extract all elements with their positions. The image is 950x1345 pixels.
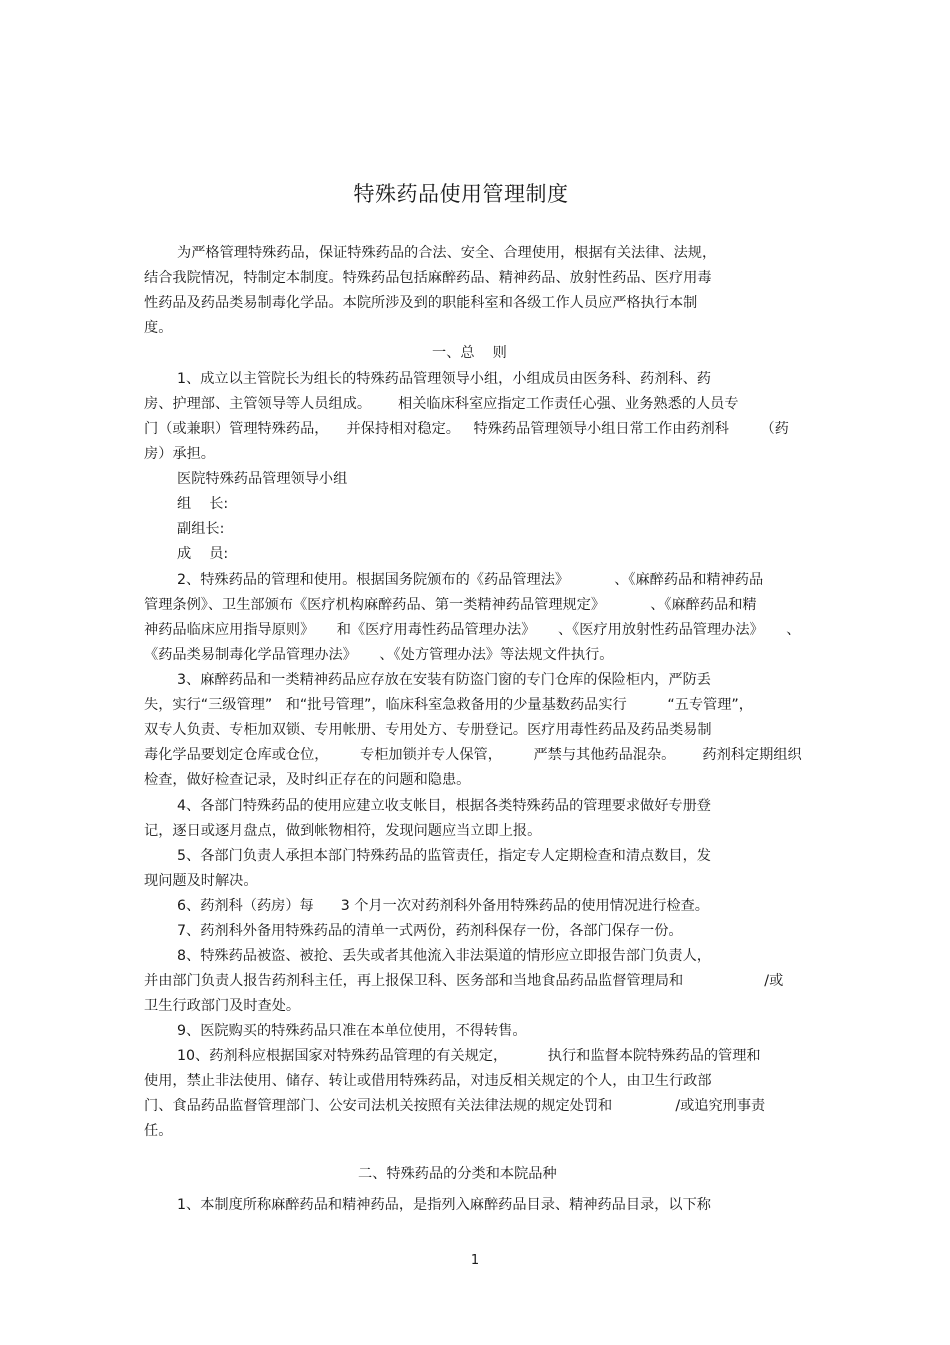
item-9: 9、医院购买的特殊药品只准在本单位使用，不得转售。 <box>177 1023 527 1039</box>
document-title: 特殊药品使用管理制度 <box>353 182 569 206</box>
item-2-line-3: 神药品临床应用指导原则》 和《医疗用毒性药品管理办法》 、《医疗用放射性药品管理办法》 、 <box>144 622 801 638</box>
group-name: 医院特殊药品管理领导小组 <box>177 471 348 487</box>
intro-line-1: 为严格管理特殊药品，保证特殊药品的合法、安全、合理使用，根据有关法律、法规， <box>177 245 717 261</box>
item-3-line-4: 毒化学品要划定仓库或仓位， 专柜加锁并专人保管， 严禁与其他药品混杂。 药剂科定期组织 <box>144 747 802 763</box>
item-6: 6、药剂科（药房）每 3 个月一次对药剂科外备用特殊药品的使用情况进行检查。 <box>177 898 709 914</box>
section-2-heading: 二、特殊药品的分类和本院品种 <box>358 1166 557 1182</box>
item-10-line-3: 门、食品药品监督管理部门、公安司法机关按照有关法律法规的规定处罚和 /或追究刑事责 <box>144 1098 766 1114</box>
item-10-line-1: 10、药剂科应根据国家对特殊药品管理的有关规定， 执行和监督本院特殊药品的管理和 <box>177 1048 761 1064</box>
page-number: 1 <box>470 1253 480 1268</box>
item-1-line-3: 门（或兼职）管理特殊药品， 并保持相对稳定。 特殊药品管理领导小组日常工作由药剂科 （药 <box>144 421 789 437</box>
item-5-line-1: 5、各部门负责人承担本部门特殊药品的监管责任，指定专人定期检查和清点数目，发 <box>177 848 711 864</box>
item-10-line-2: 使用，禁止非法使用、储存、转让或借用特殊药品，对违反相关规定的个人，由卫生行政部 <box>144 1073 712 1089</box>
item-3-line-3: 双专人负责、专柜加双锁、专用帐册、专用处方、专册登记。医疗用毒性药品及药品类易制 <box>144 722 712 738</box>
item-8-line-1: 8、特殊药品被盗、被抢、丢失或者其他流入非法渠道的情形应立即报告部门负责人， <box>177 948 711 964</box>
item-10-line-4: 任。 <box>144 1123 173 1139</box>
item-2-line-2: 管理条例》、卫生部颁布《医疗机构麻醉药品、第一类精神药品管理规定》 、《麻醉药品和精 <box>144 597 757 613</box>
intro-line-4: 度。 <box>144 320 173 336</box>
section-2-item-1-line-1: 1、本制度所称麻醉药品和精神药品，是指列入麻醉药品目录、精神药品目录，以下称 <box>177 1197 711 1213</box>
item-2-line-1: 2、特殊药品的管理和使用。根据国务院颁布的《药品管理法》 、《麻醉药品和精神药品 <box>177 572 764 588</box>
group-vice-leader: 副组长: <box>177 521 225 537</box>
item-8-line-3: 卫生行政部门及时查处。 <box>144 998 301 1014</box>
section-1-heading: 一、总 则 <box>432 345 507 361</box>
item-5-line-2: 现问题及时解决。 <box>144 873 258 889</box>
group-leader: 组 长: <box>177 496 229 512</box>
item-1-line-2: 房、护理部、主管领导等人员组成。 相关临床科室应指定工作责任心强、业务熟悉的人员专 <box>144 396 739 412</box>
item-1-line-1: 1、成立以主管院长为组长的特殊药品管理领导小组，小组成员由医务科、药剂科、药 <box>177 371 711 387</box>
intro-line-3: 性药品及药品类易制毒化学品。本院所涉及到的职能科室和各级工作人员应严格执行本制 <box>144 295 698 311</box>
item-7: 7、药剂科外备用特殊药品的清单一式两份，药剂科保存一份，各部门保存一份。 <box>177 923 683 939</box>
group-members: 成 员: <box>177 546 229 562</box>
item-2-line-4: 《药品类易制毒化学品管理办法》 、《处方管理办法》等法规文件执行。 <box>144 647 614 663</box>
intro-line-2: 结合我院情况，特制定本制度。特殊药品包括麻醉药品、精神药品、放射性药品、医疗用毒 <box>144 270 712 286</box>
item-4-line-1: 4、各部门特殊药品的使用应建立收支帐目，根据各类特殊药品的管理要求做好专册登 <box>177 798 711 814</box>
item-3-line-1: 3、麻醉药品和一类精神药品应存放在安装有防盗门窗的专门仓库的保险柜内，严防丢 <box>177 672 711 688</box>
item-3-line-5: 检查，做好检查记录，及时纠正存在的问题和隐患。 <box>144 772 471 788</box>
item-1-line-4: 房）承担。 <box>144 446 215 462</box>
item-8-line-2: 并由部门负责人报告药剂科主任，再上报保卫科、医务部和当地食品药品监督管理局和 /或 <box>144 973 784 989</box>
item-4-line-2: 记，逐日或逐月盘点，做到帐物相符，发现问题应当立即上报。 <box>144 823 542 839</box>
item-3-line-2: 失，实行“三级管理” 和“批号管理”，临床科室急救备用的少量基数药品实行 “五专管理”， <box>144 697 753 713</box>
